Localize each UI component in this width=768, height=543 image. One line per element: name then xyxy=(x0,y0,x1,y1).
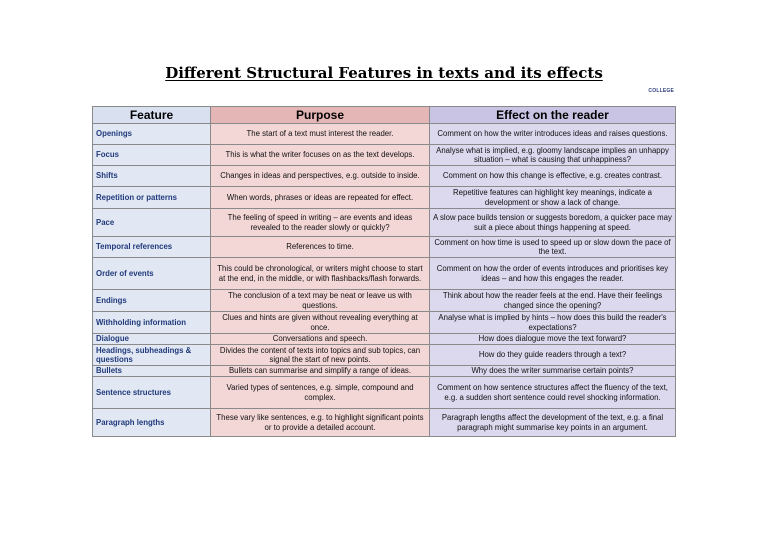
effect-cell: Why does the writer summarise certain points? xyxy=(430,366,676,377)
effect-cell: Comment on how this change is effective, e.g. creates contrast. xyxy=(430,166,676,187)
purpose-cell: Conversations and speech. xyxy=(211,334,430,345)
effect-cell: A slow pace builds tension or suggests boredom, a quicker pace may suit a piece about things happening at speed. xyxy=(430,209,676,237)
purpose-cell: These vary like sentences, e.g. to highlight significant points or to provide a detailed account. xyxy=(211,409,430,437)
purpose-cell: Bullets can summarise and simplify a range of ideas. xyxy=(211,366,430,377)
effect-cell: Comment on how the writer introduces ideas and raises questions. xyxy=(430,124,676,145)
header-feature: Feature xyxy=(93,107,211,124)
purpose-cell: The conclusion of a text may be neat or leave us with questions. xyxy=(211,290,430,312)
purpose-cell: This could be chronological, or writers might choose to start at the end, in the middle, or with flashbacks/flash forwards. xyxy=(211,258,430,290)
effect-cell: Comment on how sentence structures affect the fluency of the text, e.g. a sudden short sentence could revel shocking information. xyxy=(430,377,676,409)
table-row xyxy=(93,377,676,409)
purpose-cell: Clues and hints are given without revealing everything at once. xyxy=(211,312,430,334)
purpose-cell: Divides the content of texts into topics and sub topics, can signal the start of new points. xyxy=(211,345,430,366)
header-effect: Effect on the reader xyxy=(430,107,676,124)
purpose-cell: References to time. xyxy=(211,237,430,258)
purpose-cell: When words, phrases or ideas are repeated for effect. xyxy=(211,187,430,209)
feature-cell: Headings, subheadings & questions xyxy=(93,345,211,366)
effect-cell: How does dialogue move the text forward? xyxy=(430,334,676,345)
feature-cell: Pace xyxy=(93,209,211,237)
feature-cell: Temporal references xyxy=(93,237,211,258)
feature-cell: Paragraph lengths xyxy=(93,409,211,437)
effect-cell: Analyse what is implied by hints – how does this build the reader's expectations? xyxy=(430,312,676,334)
table-row xyxy=(93,258,676,290)
feature-cell: Dialogue xyxy=(93,334,211,345)
header-purpose: Purpose xyxy=(211,107,430,124)
effect-cell: Repetitive features can highlight key meanings, indicate a development or show a lack of change. xyxy=(430,187,676,209)
purpose-cell: Varied types of sentences, e.g. simple, compound and complex. xyxy=(211,377,430,409)
table-row xyxy=(93,187,676,209)
feature-cell: Endings xyxy=(93,290,211,312)
purpose-cell: The feeling of speed in writing – are events and ideas revealed to the reader slowly or quickly? xyxy=(211,209,430,237)
table-row xyxy=(93,312,676,334)
table-row xyxy=(93,345,676,366)
effect-cell: Comment on how time is used to speed up or slow down the pace of the text. xyxy=(430,237,676,258)
table-row xyxy=(93,237,676,258)
effect-cell: Analyse what is implied, e.g. gloomy landscape implies an unhappy situation – what is causing that unhappiness? xyxy=(430,145,676,166)
table-row xyxy=(93,290,676,312)
feature-cell: Focus xyxy=(93,145,211,166)
feature-cell: Sentence structures xyxy=(93,377,211,409)
table-header-row xyxy=(93,107,676,124)
table-row xyxy=(93,166,676,187)
feature-cell: Withholding information xyxy=(93,312,211,334)
effect-cell: Paragraph lengths affect the development of the text, e.g. a final paragraph might summarise key points in an argument. xyxy=(430,409,676,437)
table-row xyxy=(93,334,676,345)
table-row xyxy=(93,124,676,145)
purpose-cell: The start of a text must interest the reader. xyxy=(211,124,430,145)
feature-cell: Openings xyxy=(93,124,211,145)
feature-cell: Order of events xyxy=(93,258,211,290)
effect-cell: How do they guide readers through a text? xyxy=(430,345,676,366)
feature-cell: Shifts xyxy=(93,166,211,187)
table-row xyxy=(93,209,676,237)
purpose-cell: Changes in ideas and perspectives, e.g. outside to inside. xyxy=(211,166,430,187)
table-row xyxy=(93,366,676,377)
purpose-cell: This is what the writer focuses on as the text develops. xyxy=(211,145,430,166)
table-row xyxy=(93,409,676,437)
structural-features-table xyxy=(92,106,676,437)
table-row xyxy=(93,145,676,166)
effect-cell: Think about how the reader feels at the end. Have their feelings changed since the opening? xyxy=(430,290,676,312)
feature-cell: Bullets xyxy=(93,366,211,377)
feature-cell: Repetition or patterns xyxy=(93,187,211,209)
college-logo: COLLEGE xyxy=(648,88,674,94)
page-title: Different Structural Features in texts and its effects xyxy=(165,64,603,82)
effect-cell: Comment on how the order of events introduces and prioritises key ideas – and how this engages the reader. xyxy=(430,258,676,290)
